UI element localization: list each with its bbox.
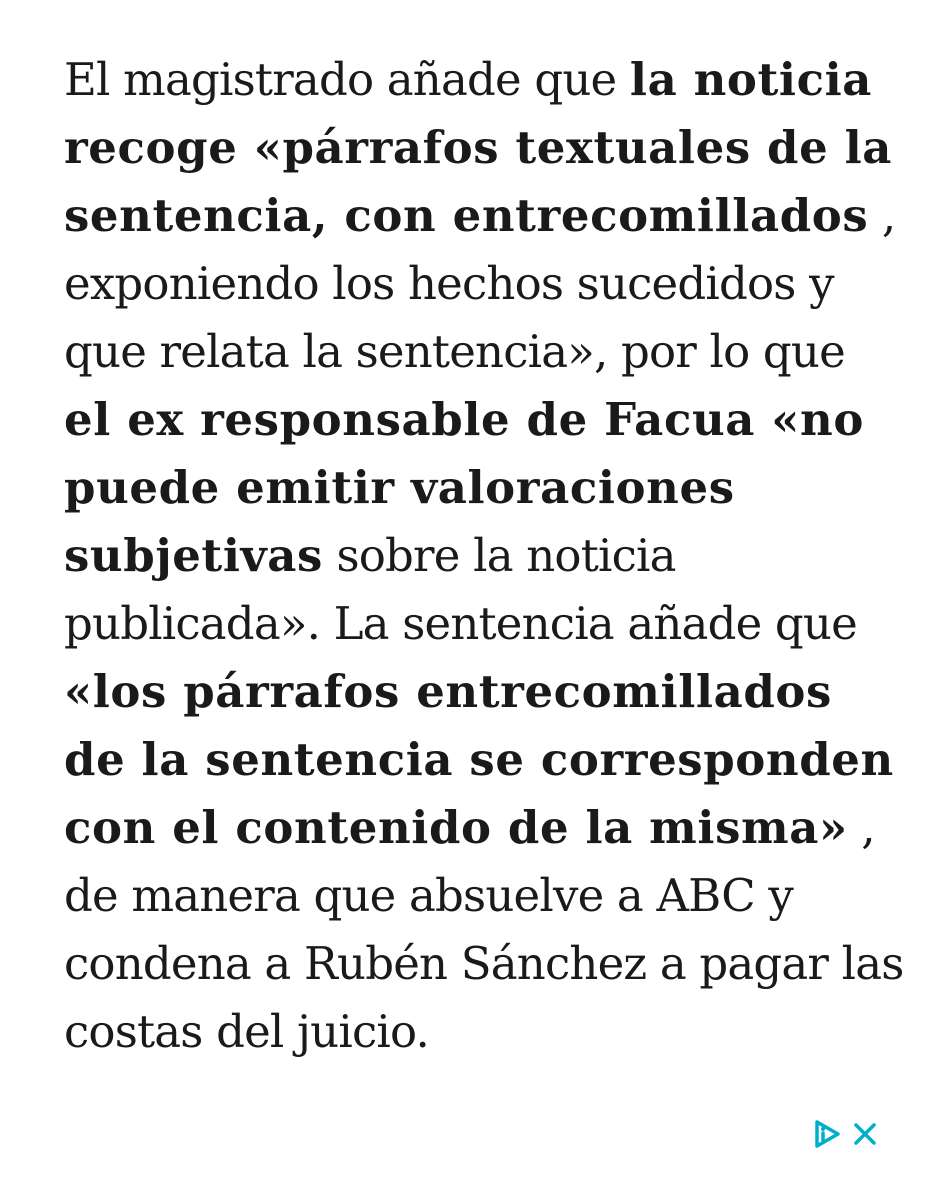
close-icon[interactable] <box>849 1118 881 1150</box>
bold-segment-1: la noticia recoge «párrafos textuales de la sentencia, con entrecomillados <box>64 53 893 242</box>
bold-segment-2: el ex responsable de Facua «no puede emitir valoraciones subjetivas <box>64 393 864 582</box>
article-paragraph <box>64 46 904 1066</box>
ad-choices-badge[interactable] <box>811 1116 883 1152</box>
text-segment-4: , de manera que absuelve a ABC y condena a Rubén Sánchez a pagar las costas del juicio. <box>64 801 904 1058</box>
text-segment-1: El magistrado añade que <box>64 53 630 106</box>
bold-segment-3: «los párrafos entrecomillados de la sentencia se corresponden con el contenido de la misma» <box>64 665 894 854</box>
text-segment-2: , exponiendo los hechos sucedidos y que relata la sentencia», por lo que <box>64 189 896 378</box>
adchoices-icon[interactable] <box>811 1118 843 1150</box>
text-segment-3: sobre la noticia publicada». La sentencia añade que <box>64 529 857 650</box>
